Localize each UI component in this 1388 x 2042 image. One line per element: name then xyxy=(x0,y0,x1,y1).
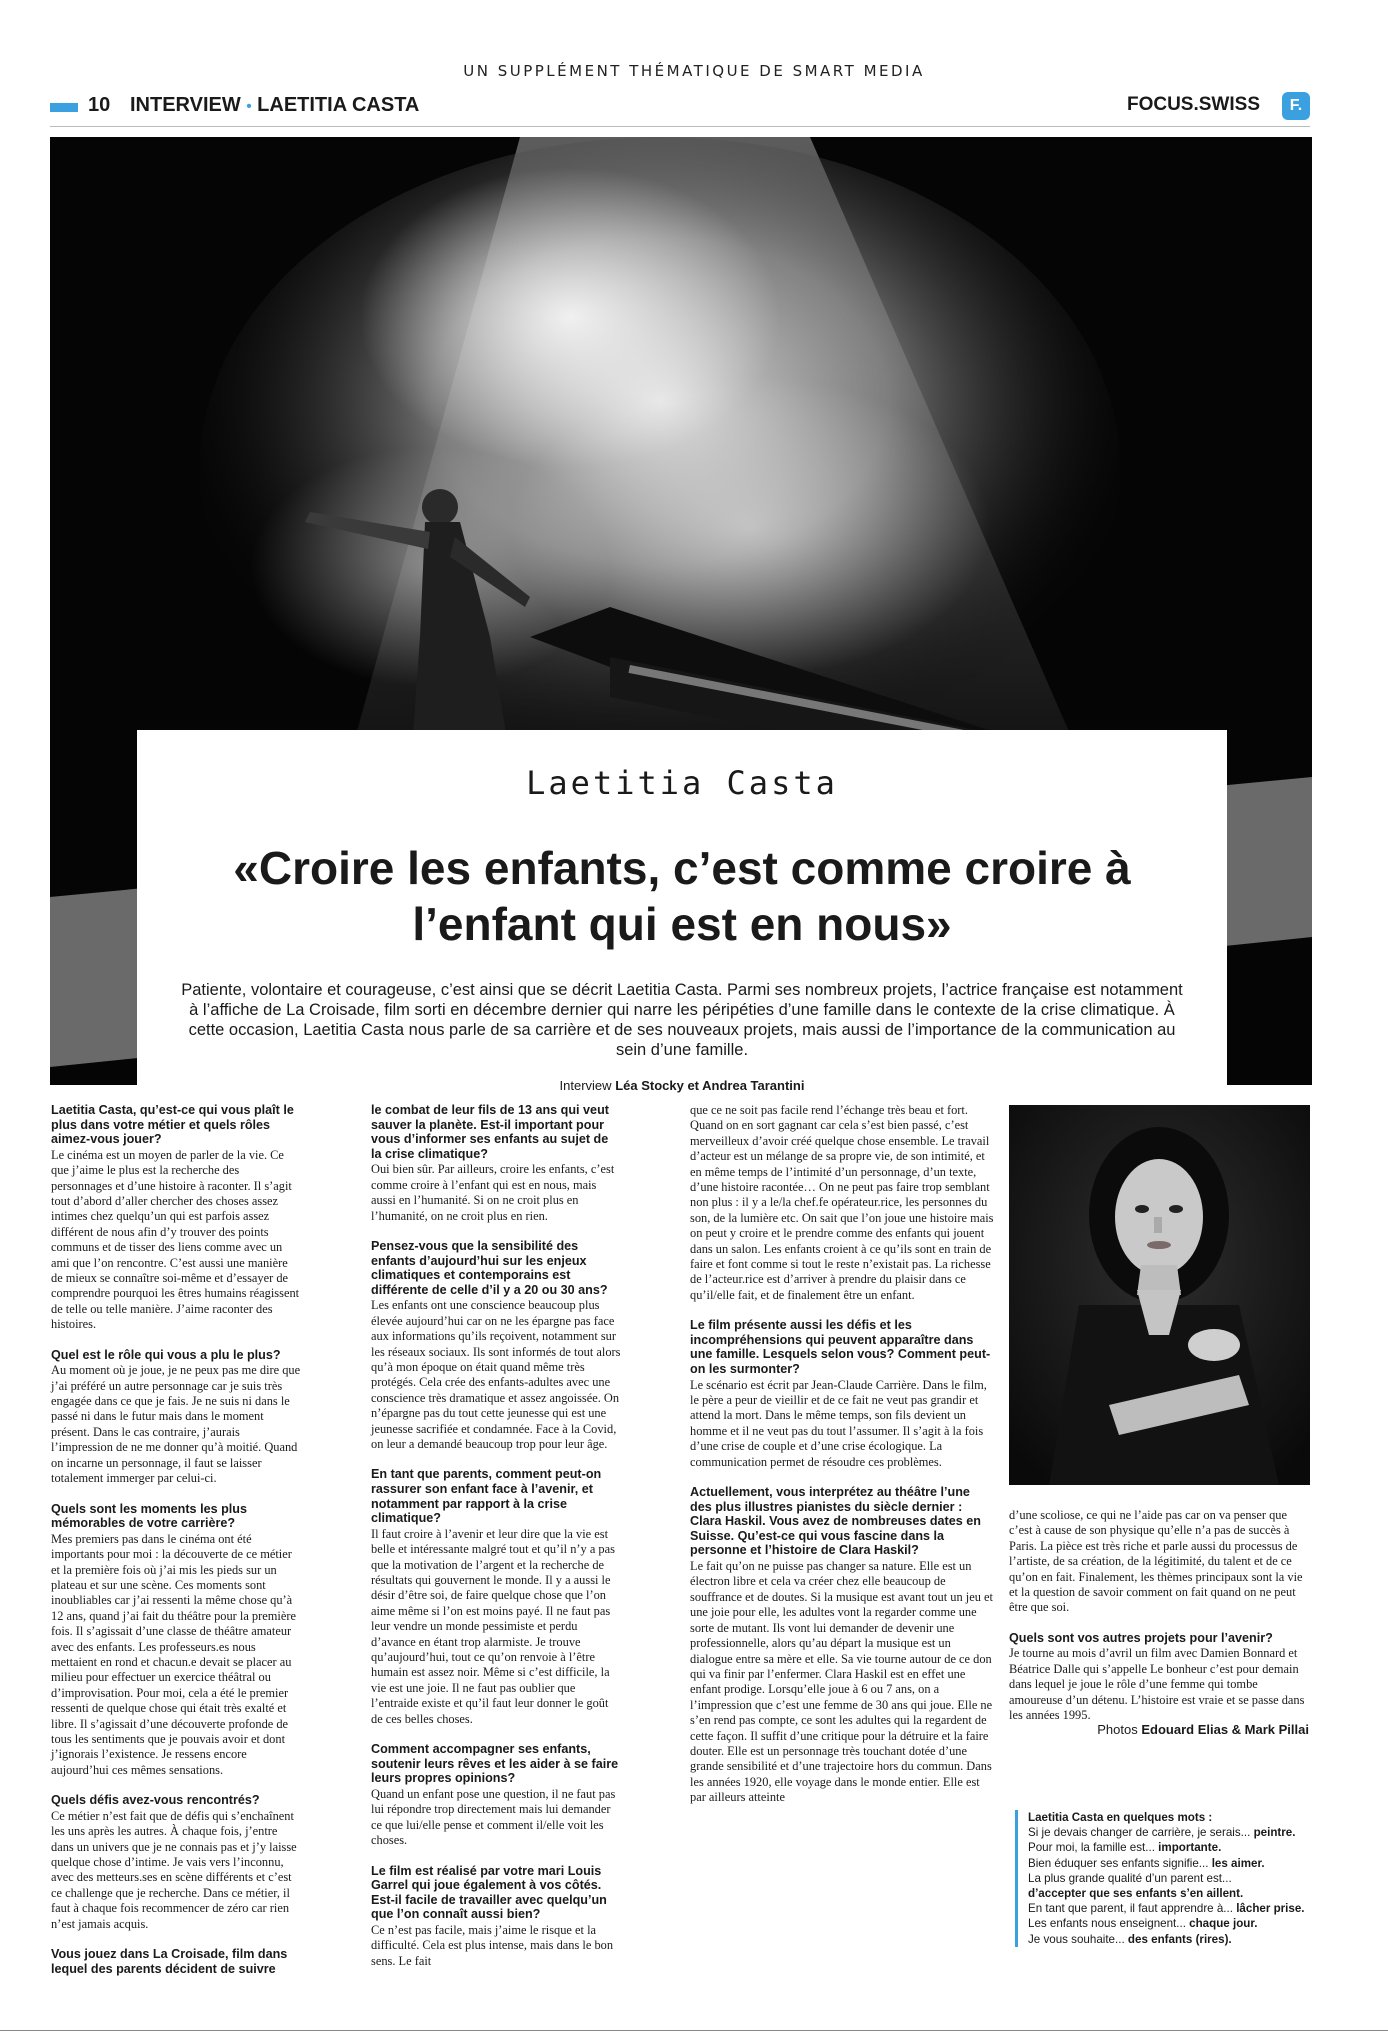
answer: d’une scoliose, ce qui ne l’aide pas car on va penser que c’est à cause de son physique qu’elle n’a pas de succès à Paris. La pièce est très riche et parle aussi du processus de l’artiste, de sa création, de la légitimité, du talent et de ce qu’on en fait. Finalement, les thèmes principaux sont la vie et la question de savoir comment on fait quand on ne peut être que soi. xyxy=(1009,1508,1303,1615)
fact-item: Pour moi, la famille est... importante. xyxy=(1028,1841,1222,1855)
answer: Le fait qu’on ne puisse pas changer sa nature. Elle est un électron libre et cela va créer chez elle beaucoup de souffrance et de doutes. Si la musique est avant tout un jeu et une joie pour elle, les adultes vont la regarder comme une sorte de mutant. Ils vont lui demander de devenir une professionnelle, alors qu’au départ la musique est un dialogue entre sa mère et elle. Sa vie tourne autour de ce don qui va finir par l’enfermer. Clara Haskil est en effet une enfant prodige. Lorsqu’elle joue à 6 ou 7 ans, on a l’impression que c’est une femme de 30 ans qui joue. Elle ne s’en rend pas compte, ce sont les adultes qui la regardent de cette façon. Il suffit d’une critique pour la détruire et la faire douter. Elle est un personnage très touchant dotée d’une grande sensibilité et d’une trajectoire hors du commun. Dans les années 1920, elle voyage dans le monde entier. Elle est par ailleurs atteinte xyxy=(690,1559,993,1805)
answer: Il faut croire à l’avenir et leur dire que la vie est belle et intéressante malgré tout et qu’il n’y a pas que la motivation de l’argent et la recherche de résultats qui gouvernent le monde. Il y a aussi le désir d’être soi, de faire quelque chose que l’on aime même si l’on est moins payé. Il ne faut pas leur vendre un monde pessimiste et perdu d’avance en étant trop alarmiste. Je trouve qu’aujourd’hui, tout ce qu’on renvoie à l’être humain est assez noir. Même si c’est difficile, la vie est une joie. Il ne faut pas oublier que l’entraide existe et qu’il faut leur donner le goût de ces belles choses. xyxy=(371,1526,615,1726)
article-column-3 xyxy=(690,1103,995,1821)
article-column-1 xyxy=(51,1103,301,1977)
question: Pensez-vous que la sensibilité des enfants d’aujourd’hui sur les enjeux climatiques et contemporains est différente de celle d’il y a 20 ou 30 ans? xyxy=(371,1239,608,1297)
bullet-icon: • xyxy=(246,98,252,115)
interview-credit xyxy=(137,1078,1227,1093)
answer: Oui bien sûr. Par ailleurs, croire les enfants, c’est comme croire à l’enfant qui est en nous, mais aussi en l’humanité. Si on ne croit plus en l’humanité, on ne croit plus en rien. xyxy=(371,1162,615,1223)
fact-item: Les enfants nous enseignent... chaque jour. xyxy=(1028,1917,1258,1931)
answer: Ce métier n’est fait que de défis qui s’enchaînent les uns après les autres. À chaque fois, j’entre dans un univers que je ne connais pas et j’y laisse quelque chose d’intime. Je vais vers l’inconnu, avec des metteurs.ses en scène différents et c’est ce challenge que je recherche. Dans ce métier, il faut à chaque fois recommencer de zéro car rien n’est jamais acquis. xyxy=(51,1808,297,1931)
intro-paragraph: Patiente, volontaire et courageuse, c’est ainsi que se décrit Laetitia Casta. Parmi ses nombreux projets, l’actrice française est notamment à l’affiche de La Croisade, film sorti en décembre dernier qui narre les péripéties d’une famille dans le contexte de la crise climatique. À cette occasion, Laetitia Casta nous parle de sa carrière et de ses nouveaux projets, mais aussi de l’importance de la communication au sein d’une famille. xyxy=(181,981,1183,1059)
answer: Ce n’est pas facile, mais j’aime le risque et la difficulté. Cela est plus intense, mais dans le bon sens. Le fait xyxy=(371,1922,614,1968)
brand-logo-icon: F. xyxy=(1282,92,1310,120)
answer: que ce ne soit pas facile rend l’échange très beau et fort. Quand on en sort gagnant car cela s’est bien passé, c’est merveilleux d’avoir créé quelque chose ensemble. Le travail d’acteur est un mélange de sa propre vie, de son intimité, et en même temps de l’intimité d’un personnage, d’un texte, d’une histoire racontée… On ne peut pas faire trop semblant non plus : il y a le/la chef.fe opérateur.rice, les personnes du son, de la lumière etc. On sait que l’on joue une histoire mais on peut y croire et le prendre comme des enfants qui jouent dans un salon. Les enfants croient à ce qu’ils sont en train de faire et font comme si tout le reste n’existait pas. La richesse de l’acteur.rice est d’arriver à prendre du plaisir dans ce qu’il/elle fait, et de finalement être un enfant. xyxy=(690,1103,994,1302)
credit-label: Interview xyxy=(559,1078,612,1093)
question: le combat de leur fils de 13 ans qui veut sauver la planète. Est-il important pour vous d’informer ses enfants au sujet de la crise climatique? xyxy=(371,1103,609,1161)
question: Vous jouez dans La Croisade, film dans lequel des parents décident de suivre xyxy=(51,1947,288,1976)
page-number: 10 xyxy=(88,94,111,116)
fact-item: La plus grande qualité d’un parent est... xyxy=(1028,1871,1232,1885)
answer: Mes premiers pas dans le cinéma ont été importants pour moi : la découverte de ce métier et la première fois où j’ai mis les pieds sur un plateau et sur une scène. Ces moments sont inoubliables car j’ai ressenti la même chose qu’à 12 ans, quand j’ai fait du théâtre pour la première fois. Il s’agissait d’une classe de théâtre amateur avec des enfants. Les professeurs.es nous mettaient en rond et chacun.e devait se placer au milieu pour effectuer un exercice théâtral ou d’improvisation. Pour moi, cela a été le premier ressenti de quelque chose qui était très exalté et libre. Il s’agissait d’une découverte profonde de tous les sentiments que je pouvais avoir et dont j’ignorais l’existence. Je ressens encore aujourd’hui ces mêmes sensations. xyxy=(51,1531,296,1777)
interviewee-name: Laetitia Casta xyxy=(526,764,838,802)
question: Quel est le rôle qui vous a plu le plus? xyxy=(51,1347,281,1362)
brand-name: FOCUS.SWISS xyxy=(1126,94,1260,115)
answer: Les enfants ont une conscience beaucoup plus élevée aujourd’hui car on ne les épargne pas face aux informations qu’ils reçoivent, notamment sur les réseaux sociaux. Ils sont informés de tout alors qu’à mon époque on était quand même très protégés. Cela crée des enfants-adultes avec une conscience très dramatique et assez angoissée. On n’épargne pas du tout cette jeunesse qui est une jeunesse sacrifiée et condamnée. Face à la Covid, on leur a demandé beaucoup trop pour leur âge. xyxy=(371,1298,621,1452)
question: En tant que parents, comment peut-on rassurer son enfant face à l’avenir, et notamment par rapport à la crise climatique? xyxy=(371,1467,602,1526)
article-column-2 xyxy=(371,1103,621,1984)
photo-credit-label: Photos xyxy=(1097,1722,1138,1737)
answer: Quand un enfant pose une question, il ne faut pas lui répondre trop directement mais lui demander ce que lui/elle pense et comment il/elle voit les choses. xyxy=(371,1786,616,1848)
page-header xyxy=(50,92,1310,127)
question: Quels défis avez-vous rencontrés? xyxy=(51,1793,260,1808)
question: Laetitia Casta, qu’est-ce qui vous plaît le plus dans votre métier et quels rôles aimez-vous jouer? xyxy=(51,1103,294,1147)
headline: «Croire les enfants, c’est comme croire à l’enfant qui est en nous» xyxy=(233,842,1131,950)
quick-facts-box xyxy=(1015,1810,1323,1947)
article-column-4 xyxy=(1009,1508,1309,1738)
section-subject: LAETITIA CASTA xyxy=(257,94,420,116)
question: Actuellement, vous interprétez au théâtre l’une des plus illustres pianistes du siècle dernier : Clara Haskil. Vous avez de nombreuses dates en Suisse. Qu’est-ce qui vous fascine dans la personne et l’histoire de Clara Haskil? xyxy=(690,1485,981,1558)
answer: Au moment où je joue, je ne peux pas me dire que j’ai préféré un autre personnage car je suis très engagée dans ce que je fais. Je ne suis ni dans le passé ni dans le futur mais dans le moment présent. Dans le cas contraire, j’aurais l’impression de ne me donner qu’à moitié. Quand on incarne un personnage, il faut se laisser totalement immerger par celui-ci. xyxy=(51,1363,301,1486)
question: Quels sont vos autres projets pour l’avenir? xyxy=(1009,1630,1273,1645)
portrait-photo xyxy=(1009,1105,1310,1485)
fact-item: Si je devais changer de carrière, je serais... peintre. xyxy=(1028,1826,1296,1840)
question: Le film présente aussi les défis et les incompréhensions qui peuvent apparaître dans une famille. Lesquels selon vous? Comment peut-on les surmonter? xyxy=(690,1318,991,1377)
credit-names: Léa Stocky et Andrea Tarantini xyxy=(615,1078,805,1093)
section-name: INTERVIEW xyxy=(130,94,241,116)
answer: Je tourne au mois d’avril un film avec Damien Bonnard et Béatrice Dalle qui s’appelle Le bonheur c’est pour demain dans lequel je joue le rôle d’une femme qui tombe amoureuse d’un détenu. L’histoire est vraie et se passe dans les années 1995. xyxy=(1009,1646,1305,1723)
portrait-illustration xyxy=(1009,1105,1310,1485)
title-panel xyxy=(137,730,1227,1093)
photo-credit xyxy=(1009,1722,1309,1737)
question: Le film est réalisé par votre mari Louis Garrel qui joue également à vos côtés. Est-il facile de travailler avec quelqu’un que l’on connaît aussi bien? xyxy=(371,1863,607,1922)
accent-bar xyxy=(50,103,78,112)
question: Quels sont les moments les plus mémorables de votre carrière? xyxy=(51,1501,247,1531)
bottom-rule xyxy=(0,2030,1388,2031)
section-label xyxy=(130,94,419,117)
answer: Le cinéma est un moyen de parler de la vie. Ce que j’aime le plus est la recherche des personnages et d’une histoire à raconter. Il s’agit tout d’abord d’aller chercher des choses assez intimes chez quelqu’un qui est parfois assez différent de nous afin d’y trouver des points communs et de tisser des liens comme avec un ami que l’on rencontre. C’est aussi une manière de mieux se connaître soi-même et d’essayer de comprendre pourquoi les êtres humains réagissent de telle ou telle manière. J’aime raconter des histoires. xyxy=(51,1147,300,1332)
fact-item: En tant que parent, il faut apprendre à... lâcher prise. xyxy=(1028,1902,1305,1916)
fact-item: d’accepter que ses enfants s’en aillent. xyxy=(1028,1887,1244,1901)
photo-credit-names: Edouard Elias & Mark Pillai xyxy=(1141,1722,1309,1737)
answer: Le scénario est écrit par Jean-Claude Carrière. Dans le film, le père a peur de vieillir et de ce fait ne veut pas grandir et attend la mort. Dans le même temps, son fils devient un homme et il ne veut pas du tout l’assumer. Il s’agit à la fois d’une crise de couple et d’une crise écologique. La communication permet de résoudre ces problèmes. xyxy=(690,1377,987,1469)
supplement-line: UN SUPPLÉMENT THÉMATIQUE DE SMART MEDIA xyxy=(463,62,925,80)
question: Comment accompagner ses enfants, soutenir leurs rêves et les aider à se faire leurs propres opinions? xyxy=(371,1742,619,1786)
fact-item: Je vous souhaite... des enfants (rires). xyxy=(1028,1932,1232,1946)
facts-title: Laetitia Casta en quelques mots : xyxy=(1028,1811,1213,1824)
fact-item: Bien éduquer ses enfants signifie... les aimer. xyxy=(1028,1856,1265,1870)
